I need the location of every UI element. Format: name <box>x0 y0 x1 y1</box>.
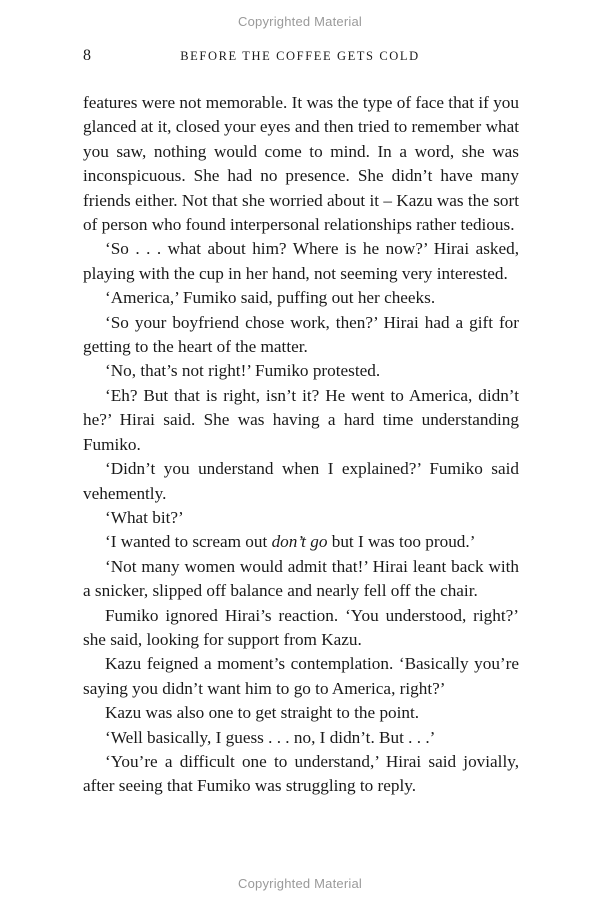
paragraph: ‘America,’ Fumiko said, puffing out her cheeks. <box>105 288 436 308</box>
paragraph: features were not memorable. It was the type of face that if you glanced at it, closed your eyes and then tried to remember what you saw, nothing would come to mind. In a word, she was inconspicuous. She had no presence. She didn’t have many friends either. Not that she worried about it – Kazu was the sort of person who found interpersonal relationships rather tedious. <box>83 93 519 235</box>
page-number: 8 <box>83 47 91 64</box>
paragraph: ‘So . . . what about him? Where is he now?’ Hirai asked, playing with the cup in her hand, not seeming very interested. <box>83 239 519 283</box>
paragraph: ‘No, that’s not right!’ Fumiko protested. <box>105 361 381 381</box>
paragraph: ‘Eh? But that is right, isn’t it? He went to America, didn’t he?’ Hirai said. She was having a hard time understanding Fumiko. <box>83 385 519 454</box>
paragraph-text-after: but I was too proud.’ <box>327 532 476 552</box>
copyright-watermark-bottom: Copyrighted Material <box>238 876 362 891</box>
paragraph: ‘Well basically, I guess . . . no, I didn’t. But . . .’ <box>105 727 436 747</box>
emphasized-text: don’t go <box>271 532 328 552</box>
paragraph: ‘What bit?’ <box>105 507 184 527</box>
copyright-watermark-top: Copyrighted Material <box>238 14 362 29</box>
paragraph: ‘You’re a difficult one to understand,’ Hirai said jovially, after seeing that Fumiko was struggling to reply. <box>83 751 519 796</box>
paragraph: Kazu was also one to get straight to the point. <box>105 703 420 723</box>
paragraph: ‘Not many women would admit that!’ Hirai leant back with a snicker, slipped off balance and nearly fell off the chair. <box>83 556 519 601</box>
running-head-title: BEFORE THE COFFEE GETS COLD <box>180 49 420 63</box>
paragraph: ‘So your boyfriend chose work, then?’ Hirai had a gift for getting to the heart of the matter. <box>83 312 519 357</box>
paragraph: Fumiko ignored Hirai’s reaction. ‘You understood, right?’ she said, looking for support from Kazu. <box>83 605 519 649</box>
body-text <box>83 91 519 799</box>
paragraph: Kazu feigned a moment’s contemplation. ‘Basically you’re saying you didn’t want him to go to America, right?’ <box>83 654 519 698</box>
paragraph-text-before: ‘I wanted to scream out <box>105 532 272 552</box>
paragraph: ‘Didn’t you understand when I explained?’ Fumiko said vehemently. <box>83 459 519 503</box>
paragraph-with-emphasis <box>83 530 519 554</box>
